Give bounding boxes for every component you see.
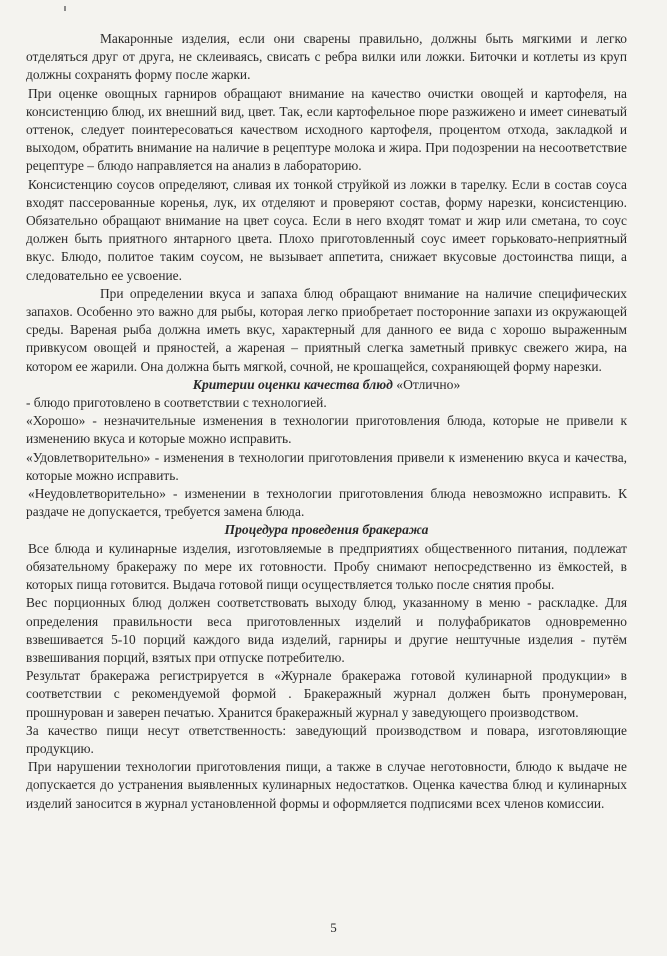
procedure-heading-title: Процедура проведения бракеража <box>224 522 429 538</box>
criteria-heading <box>26 376 627 394</box>
criteria-excellent: - блюдо приготовлено в соответствии с технологией. <box>26 395 327 411</box>
procedure-paragraph-responsibility: За качество пищи несут ответственность: заведующий производством и повара, изготовляющие продукцию. <box>26 722 627 756</box>
criteria-heading-title: Критерии оценки качества блюд <box>192 376 393 392</box>
procedure-paragraph-all-dishes: Все блюда и кулинарные изделия, изготовляемые в предприятиях общественного питания, подлежат обязательному бракеражу по мере их готовности. Пробу снимают непосредственно из ёмкостей, в которых пища готовится. Выдача готовой пищи осуществляется только после снятия пробы. <box>26 540 627 593</box>
criteria-unsatisfactory: «Неудовлетворительно» - изменении в технологии приготовления блюда невозможно исправить. К раздаче не допускается, требуется замена блюда. <box>26 486 627 520</box>
procedure-paragraph-weight: Вес порционных блюд должен соответствовать выходу блюд, указанному в меню - раскладке. Для определения правильности веса приготовленных изделий и полуфабрикатов одновременно взвешивается 5-10 порций каждого вида изделий, гарниры и другие нештучные изделия - путём взвешивания порций, взятых при отпуске потребителю. <box>26 595 627 665</box>
paragraph-sauces: Консистенцию соусов определяют, сливая их тонкой струйкой из ложки в тарелку. Если в состав соуса входят пассерованные коренья, лук, их отделяют и проверяют состав, форму нарезки, консистенцию. Обязательно обращают внимание на цвет соуса. Если в него входят томат и жир или сметана, то соус должен быть приятного янтарного цвета. Плохо приготовленный соус имеет горьковато-неприятный вкус. Блюдо, политое таким соусом, не вызывает аппетита, снижает вкусовые достоинства пищи, а следовательно ее усвоение. <box>26 176 627 283</box>
paragraph-pasta: Макаронные изделия, если они сварены правильно, должны быть мягкими и легко отделяться друг от друга, не склеиваясь, свисать с ребра вилки или ложки. Биточки и котлеты из круп должны сохранять форму после жарки. <box>26 31 627 83</box>
procedure-paragraph-violation: При нарушении технологии приготовления пищи, а также в случае неготовности, блюдо к выдаче не допускается до устранения выявленных кулинарных недостатков. Оценка качества блюд и кулинарных изделий заносится в журнал установленной формы и оформляется подписями всех членов комиссии. <box>26 759 627 811</box>
criteria-heading-suffix: «Отлично» <box>396 376 461 392</box>
page-number: 5 <box>330 920 337 935</box>
paragraph-taste-smell: При определении вкуса и запаха блюд обращают внимание на наличие специфических запахов. Особенно это важно для рыбы, которая легко приобретает посторонние запахи из окружающей среды. Вареная рыба должна иметь вкус, характерный для данного ее вида с хорошо выраженным привкусом овощей и пряностей, а жареная – приятный слегка заметный привкус свежего жира, на котором ее жарили. Она должна быть мягкой, сочной, не крошащейся, сохраняющей форму нарезки. <box>26 285 627 374</box>
criteria-good: «Хорошо» - незначительные изменения в технологии приготовления блюда, которые не привели к изменению вкуса и которые можно исправить. <box>26 413 627 447</box>
scan-mark <box>64 6 66 11</box>
paragraph-vegetable-garnish: При оценке овощных гарниров обращают внимание на качество очистки овощей и картофеля, на консистенцию блюд, их внешний вид, цвет. Так, если картофельное пюре разжижено и имеет синеватый оттенок, следует поинтересоваться качеством исходного картофеля, процентом отхода, закладкой и выходом, обратить внимание на наличие в рецептуре молока и жира. При подозрении на несоответствие рецептуре – блюдо направляется на анализ в лабораторию. <box>26 85 627 174</box>
criteria-satisfactory: «Удовлетворительно» - изменения в технологии приготовления привели к изменению вкуса и качества, которые можно исправить. <box>26 449 627 483</box>
procedure-paragraph-result: Результат бракеража регистрируется в «Журнале бракеража готовой кулинарной продукции» в соответствии с рекомендуемой формой . Бракеражный журнал должен быть пронумерован, прошнурован и заверен печатью. Хранится бракеражный журнал у заведующего производством. <box>26 668 627 720</box>
procedure-heading <box>26 521 627 539</box>
